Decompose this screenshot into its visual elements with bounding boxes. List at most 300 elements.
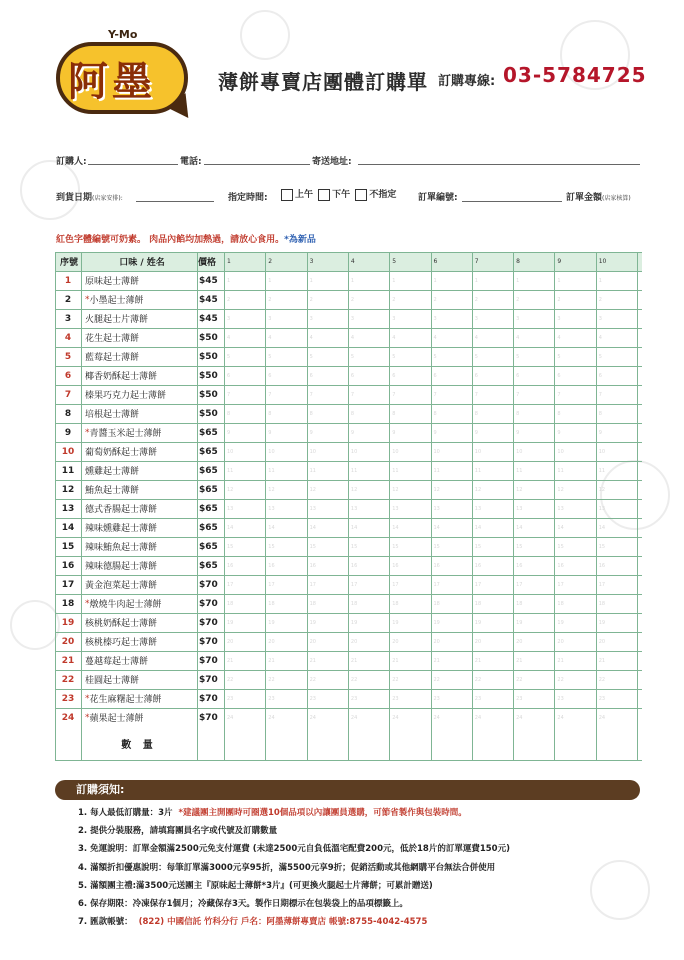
quantity-cell[interactable]: 18 bbox=[392, 600, 399, 607]
quantity-cell[interactable]: 11 bbox=[433, 467, 440, 474]
quantity-cell[interactable]: 15 bbox=[557, 543, 564, 550]
flavor-name-text: 培根起士薄餅 bbox=[85, 410, 140, 420]
quantity-cell[interactable]: 5 bbox=[392, 353, 396, 360]
quantity-cell[interactable]: 16 bbox=[474, 562, 482, 569]
quantity-cell[interactable]: 14 bbox=[309, 524, 316, 531]
quantity-cell[interactable]: 15 bbox=[392, 543, 399, 550]
quantity-cell[interactable]: 16 bbox=[309, 562, 316, 569]
quantity-cell[interactable]: 24 bbox=[557, 714, 564, 721]
quantity-cell[interactable]: 8 bbox=[557, 410, 561, 417]
quantity-cell[interactable]: 4 bbox=[227, 334, 231, 341]
quantity-cell[interactable]: 20 bbox=[557, 638, 564, 645]
quantity-cell[interactable]: 8 bbox=[516, 410, 520, 417]
quantity-cell[interactable]: 1 bbox=[598, 277, 602, 284]
quantity-cell[interactable]: 20 bbox=[227, 638, 234, 645]
quantity-cell[interactable]: 22 bbox=[350, 676, 358, 683]
quantity-cell[interactable]: 11 bbox=[227, 467, 234, 474]
quantity-cell[interactable]: 20 bbox=[516, 638, 523, 645]
quantity-cell[interactable]: 21 bbox=[516, 657, 523, 664]
quantity-cell[interactable]: 2 bbox=[598, 296, 602, 303]
row-number: 10 bbox=[61, 446, 75, 457]
quantity-cell[interactable]: 1 bbox=[557, 277, 561, 284]
quantity-cell[interactable]: 17 bbox=[309, 581, 316, 588]
quantity-cell[interactable]: 16 bbox=[227, 562, 234, 569]
quantity-cell[interactable]: 10 bbox=[227, 448, 234, 455]
quantity-cell[interactable]: 11 bbox=[350, 467, 358, 474]
flavor-name-text: 核桃榛巧起士薄餅 bbox=[85, 638, 158, 648]
quantity-cell[interactable]: 19 bbox=[516, 619, 523, 626]
quantity-cell[interactable]: 7 bbox=[227, 391, 231, 398]
flavor-name-text: 蘋果起士薄餅 bbox=[89, 714, 144, 724]
quantity-cell[interactable]: 21 bbox=[433, 657, 440, 664]
order-number-field[interactable] bbox=[462, 201, 562, 202]
table-grid-line bbox=[55, 404, 642, 405]
quantity-cell[interactable]: 12 bbox=[268, 486, 275, 493]
orderer-field[interactable] bbox=[88, 164, 178, 165]
quantity-cell[interactable]: 23 bbox=[433, 695, 440, 702]
quantity-cell[interactable]: 14 bbox=[268, 524, 275, 531]
quantity-cell[interactable]: 19 bbox=[598, 619, 606, 626]
quantity-cell[interactable]: 10 bbox=[309, 448, 316, 455]
quantity-cell[interactable]: 5 bbox=[557, 353, 561, 360]
flavor-name-text: 辣味德腸起士薄餅 bbox=[85, 562, 158, 572]
quantity-cell[interactable]: 21 bbox=[268, 657, 275, 664]
quantity-cell[interactable]: 13 bbox=[268, 505, 275, 512]
row-number: 18 bbox=[61, 598, 75, 609]
quantity-cell[interactable]: 20 bbox=[350, 638, 358, 645]
quantity-cell[interactable]: 1 bbox=[350, 277, 355, 284]
quantity-cell[interactable]: 22 bbox=[392, 676, 399, 683]
quantity-cell[interactable]: 6 bbox=[433, 372, 437, 379]
quantity-cell[interactable]: 22 bbox=[227, 676, 234, 683]
quantity-cell[interactable]: 10 bbox=[350, 448, 358, 455]
flavor-name-text: 藍莓起士薄餅 bbox=[85, 353, 140, 363]
quantity-cell[interactable]: 10 bbox=[516, 448, 523, 455]
quantity-cell[interactable]: 17 bbox=[516, 581, 523, 588]
quantity-cell[interactable]: 17 bbox=[474, 581, 482, 588]
flavor-name-text: 桂圓起士薄餅 bbox=[85, 676, 140, 686]
table-header-column-2: 2 bbox=[268, 258, 273, 265]
quantity-cell[interactable]: 1 bbox=[433, 277, 437, 284]
quantity-cell[interactable]: 8 bbox=[309, 410, 313, 417]
quantity-cell[interactable]: 22 bbox=[474, 676, 482, 683]
row-number: 5 bbox=[64, 351, 72, 362]
quantity-cell[interactable]: 16 bbox=[557, 562, 564, 569]
quantity-cell[interactable]: 21 bbox=[350, 657, 358, 664]
quantity-cell[interactable]: 12 bbox=[474, 486, 482, 493]
quantity-cell[interactable]: 21 bbox=[557, 657, 564, 664]
quantity-cell[interactable]: 13 bbox=[474, 505, 482, 512]
quantity-cell[interactable]: 19 bbox=[350, 619, 358, 626]
quantity-cell[interactable]: 1 bbox=[268, 277, 272, 284]
quantity-cell[interactable]: 9 bbox=[268, 429, 272, 436]
flavor-name-text: 火腿起士片薄餅 bbox=[85, 315, 149, 325]
quantity-cell[interactable]: 17 bbox=[268, 581, 275, 588]
quantity-cell[interactable]: 23 bbox=[350, 695, 358, 702]
flavor-name-text: 小墨起士薄餅 bbox=[89, 296, 144, 306]
quantity-cell[interactable]: 18 bbox=[268, 600, 275, 607]
quantity-cell[interactable]: 1 bbox=[474, 277, 478, 284]
quantity-cell[interactable]: 6 bbox=[474, 372, 478, 379]
table-header-column-8: 8 bbox=[516, 258, 520, 265]
quantity-cell[interactable]: 3 bbox=[598, 315, 602, 322]
am-checkbox[interactable] bbox=[281, 189, 293, 201]
quantity-cell[interactable]: 7 bbox=[474, 391, 478, 398]
quantity-cell[interactable]: 15 bbox=[350, 543, 358, 550]
quantity-cell[interactable]: 15 bbox=[598, 543, 606, 550]
quantity-cell[interactable]: 3 bbox=[309, 315, 313, 322]
quantity-cell[interactable]: 18 bbox=[474, 600, 482, 607]
quantity-cell[interactable]: 14 bbox=[350, 524, 358, 531]
quantity-cell[interactable]: 13 bbox=[227, 505, 234, 512]
pm-checkbox[interactable] bbox=[318, 189, 330, 201]
notes-item bbox=[78, 806, 467, 818]
quantity-cell[interactable]: 6 bbox=[227, 372, 231, 379]
notes-item-text: 4. 滿額折扣優惠說明：每筆訂單滿3000元享95折，滿5500元享9折；促銷活動或其他網購平台無法合併使用 bbox=[78, 862, 496, 873]
quantity-cell[interactable]: 6 bbox=[557, 372, 561, 379]
quantity-cell[interactable]: 9 bbox=[309, 429, 313, 436]
quantity-cell[interactable]: 24 bbox=[268, 714, 275, 721]
row-number: 4 bbox=[64, 332, 72, 343]
quantity-cell[interactable]: 4 bbox=[557, 334, 561, 341]
quantity-cell[interactable]: 20 bbox=[309, 638, 316, 645]
quantity-cell[interactable]: 17 bbox=[392, 581, 399, 588]
quantity-cell[interactable]: 2 bbox=[474, 296, 478, 303]
quantity-cell[interactable]: 17 bbox=[350, 581, 358, 588]
quantity-cell[interactable]: 18 bbox=[433, 600, 440, 607]
quantity-cell[interactable]: 12 bbox=[598, 486, 606, 493]
row-price: $65 bbox=[199, 560, 218, 571]
quantity-cell[interactable]: 10 bbox=[392, 448, 399, 455]
quantity-cell[interactable]: 3 bbox=[392, 315, 396, 322]
quantity-cell[interactable]: 19 bbox=[309, 619, 316, 626]
quantity-cell[interactable]: 17 bbox=[598, 581, 606, 588]
quantity-cell[interactable]: 2 bbox=[268, 296, 272, 303]
quantity-cell[interactable]: 11 bbox=[268, 467, 275, 474]
quantity-cell[interactable]: 6 bbox=[392, 372, 396, 379]
quantity-cell[interactable]: 21 bbox=[227, 657, 234, 664]
quantity-cell[interactable]: 5 bbox=[227, 353, 231, 360]
flavor-name-text: 黃金泡菜起士薄餅 bbox=[85, 581, 158, 591]
quantity-cell[interactable]: 23 bbox=[227, 695, 234, 702]
quantity-cell[interactable]: 6 bbox=[268, 372, 272, 379]
quantity-cell[interactable]: 5 bbox=[598, 353, 602, 360]
quantity-cell[interactable]: 8 bbox=[227, 410, 231, 417]
quantity-cell[interactable]: 7 bbox=[598, 391, 602, 398]
quantity-cell[interactable]: 9 bbox=[474, 429, 478, 436]
quantity-cell[interactable]: 18 bbox=[227, 600, 234, 607]
quantity-cell[interactable]: 14 bbox=[516, 524, 523, 531]
quantity-cell[interactable]: 21 bbox=[309, 657, 316, 664]
quantity-cell[interactable]: 23 bbox=[268, 695, 275, 702]
row-price: $70 bbox=[199, 579, 218, 590]
quantity-cell[interactable]: 24 bbox=[350, 714, 358, 721]
quantity-cell[interactable]: 12 bbox=[309, 486, 316, 493]
quantity-cell[interactable]: 14 bbox=[598, 524, 606, 531]
quantity-cell[interactable]: 23 bbox=[474, 695, 482, 702]
logo-main-text: 阿墨 bbox=[68, 59, 156, 105]
quantity-cell[interactable]: 3 bbox=[433, 315, 437, 322]
quantity-cell[interactable]: 7 bbox=[516, 391, 520, 398]
quantity-cell[interactable]: 20 bbox=[433, 638, 440, 645]
quantity-cell[interactable]: 6 bbox=[350, 372, 355, 379]
quantity-cell[interactable]: 7 bbox=[557, 391, 561, 398]
quantity-cell[interactable]: 13 bbox=[557, 505, 564, 512]
table-header-column-4: 4 bbox=[350, 258, 355, 265]
quantity-cell[interactable]: 2 bbox=[433, 296, 437, 303]
quantity-cell[interactable]: 7 bbox=[350, 391, 355, 398]
quantity-cell[interactable]: 13 bbox=[392, 505, 399, 512]
quantity-cell[interactable]: 12 bbox=[433, 486, 440, 493]
phone-label: 電話: bbox=[180, 157, 202, 167]
quantity-cell[interactable]: 8 bbox=[474, 410, 478, 417]
quantity-cell[interactable]: 7 bbox=[433, 391, 437, 398]
quantity-cell[interactable]: 10 bbox=[474, 448, 482, 455]
row-flavor-name bbox=[85, 423, 162, 442]
quantity-cell[interactable]: 12 bbox=[350, 486, 358, 493]
quantity-cell[interactable]: 17 bbox=[227, 581, 234, 588]
quantity-cell[interactable]: 14 bbox=[474, 524, 482, 531]
no-preference-checkbox[interactable] bbox=[355, 189, 367, 201]
quantity-cell[interactable]: 24 bbox=[598, 714, 606, 721]
quantity-cell[interactable]: 15 bbox=[227, 543, 234, 550]
flavor-name-text: 德式香腸起士薄餅 bbox=[85, 505, 158, 515]
table-grid-line bbox=[55, 271, 642, 272]
quantity-cell[interactable]: 8 bbox=[350, 410, 355, 417]
quantity-cell[interactable]: 12 bbox=[557, 486, 564, 493]
background-doodle bbox=[240, 10, 290, 60]
quantity-cell[interactable]: 22 bbox=[268, 676, 275, 683]
quantity-cell[interactable]: 13 bbox=[598, 505, 606, 512]
quantity-cell[interactable]: 3 bbox=[557, 315, 561, 322]
quantity-cell[interactable]: 14 bbox=[433, 524, 440, 531]
quantity-cell[interactable]: 4 bbox=[350, 334, 355, 341]
quantity-cell[interactable]: 10 bbox=[557, 448, 564, 455]
quantity-cell[interactable]: 19 bbox=[474, 619, 482, 626]
quantity-cell[interactable]: 22 bbox=[598, 676, 606, 683]
quantity-cell[interactable]: 11 bbox=[474, 467, 482, 474]
quantity-cell[interactable]: 19 bbox=[268, 619, 275, 626]
quantity-cell[interactable]: 14 bbox=[392, 524, 399, 531]
quantity-cell[interactable]: 9 bbox=[516, 429, 520, 436]
quantity-cell[interactable]: 6 bbox=[516, 372, 520, 379]
quantity-cell[interactable]: 18 bbox=[309, 600, 316, 607]
quantity-cell[interactable]: 4 bbox=[309, 334, 313, 341]
row-flavor-name bbox=[85, 537, 157, 556]
new-item-star: * bbox=[85, 294, 90, 305]
quantity-cell[interactable]: 3 bbox=[474, 315, 478, 322]
quantity-cell[interactable]: 13 bbox=[350, 505, 358, 512]
quantity-cell[interactable]: 11 bbox=[516, 467, 523, 474]
row-number: 23 bbox=[61, 693, 75, 704]
quantity-cell[interactable]: 18 bbox=[598, 600, 606, 607]
quantity-cell[interactable]: 3 bbox=[227, 315, 231, 322]
quantity-cell[interactable]: 20 bbox=[474, 638, 482, 645]
row-price: $70 bbox=[199, 617, 218, 628]
row-price: $45 bbox=[199, 313, 218, 324]
flavor-name-text: 榛果巧克力起士薄餅 bbox=[85, 391, 167, 401]
quantity-cell[interactable]: 16 bbox=[350, 562, 358, 569]
quantity-cell[interactable]: 23 bbox=[309, 695, 316, 702]
quantity-cell[interactable]: 10 bbox=[268, 448, 275, 455]
arrival-date-note: (店家安排): bbox=[92, 195, 123, 202]
arrival-date-field[interactable] bbox=[136, 201, 214, 202]
quantity-cell[interactable]: 6 bbox=[598, 372, 602, 379]
table-grid-line bbox=[55, 347, 642, 348]
quantity-cell[interactable]: 5 bbox=[474, 353, 478, 360]
quantity-cell[interactable]: 15 bbox=[268, 543, 275, 550]
quantity-cell[interactable]: 9 bbox=[227, 429, 231, 436]
quantity-cell[interactable]: 22 bbox=[433, 676, 440, 683]
quantity-cell[interactable]: 20 bbox=[392, 638, 399, 645]
quantity-cell[interactable]: 17 bbox=[433, 581, 440, 588]
notes-item-highlight: (822) 中國信託 竹科分行 戶名：阿墨薄餅專賣店 帳號:8755-4042-4575 bbox=[138, 917, 428, 928]
quantity-cell[interactable]: 13 bbox=[309, 505, 316, 512]
notes-item bbox=[78, 915, 427, 927]
new-item-star: * bbox=[85, 598, 90, 609]
quantity-cell[interactable]: 16 bbox=[268, 562, 275, 569]
quantity-cell[interactable]: 13 bbox=[433, 505, 440, 512]
quantity-cell[interactable]: 24 bbox=[392, 714, 399, 721]
quantity-cell[interactable]: 11 bbox=[392, 467, 399, 474]
quantity-cell[interactable]: 15 bbox=[433, 543, 440, 550]
table-header-column-9: 9 bbox=[557, 258, 562, 265]
quantity-cell[interactable]: 8 bbox=[392, 410, 396, 417]
quantity-cell[interactable]: 19 bbox=[433, 619, 440, 626]
note-new-text: *為新品 bbox=[284, 235, 316, 245]
quantity-cell[interactable]: 23 bbox=[516, 695, 523, 702]
quantity-cell[interactable]: 15 bbox=[516, 543, 523, 550]
quantity-cell[interactable]: 15 bbox=[474, 543, 482, 550]
quantity-cell[interactable]: 21 bbox=[474, 657, 482, 664]
quantity-cell[interactable]: 22 bbox=[309, 676, 316, 683]
row-price: $65 bbox=[199, 484, 218, 495]
table-header-column-5: 5 bbox=[392, 258, 397, 265]
quantity-cell[interactable]: 16 bbox=[516, 562, 523, 569]
row-price: $70 bbox=[199, 598, 218, 609]
quantity-cell[interactable]: 1 bbox=[309, 277, 313, 284]
quantity-cell[interactable]: 8 bbox=[433, 410, 437, 417]
quantity-cell[interactable]: 24 bbox=[227, 714, 234, 721]
quantity-cell[interactable]: 7 bbox=[392, 391, 396, 398]
quantity-cell[interactable]: 1 bbox=[392, 277, 396, 284]
quantity-cell[interactable]: 24 bbox=[433, 714, 440, 721]
quantity-cell[interactable]: 11 bbox=[557, 467, 564, 474]
quantity-cell[interactable]: 23 bbox=[392, 695, 399, 702]
quantity-cell[interactable]: 2 bbox=[350, 296, 355, 303]
quantity-cell[interactable]: 5 bbox=[309, 353, 313, 360]
quantity-cell[interactable]: 4 bbox=[598, 334, 602, 341]
quantity-cell[interactable]: 9 bbox=[433, 429, 437, 436]
quantity-cell[interactable]: 21 bbox=[598, 657, 606, 664]
quantity-cell[interactable]: 11 bbox=[598, 467, 606, 474]
quantity-cell[interactable]: 18 bbox=[350, 600, 358, 607]
quantity-cell[interactable]: 16 bbox=[433, 562, 440, 569]
row-number: 15 bbox=[61, 541, 75, 552]
quantity-cell[interactable]: 10 bbox=[433, 448, 440, 455]
quantity-cell[interactable]: 10 bbox=[598, 448, 606, 455]
quantity-cell[interactable]: 19 bbox=[227, 619, 234, 626]
quantity-cell[interactable]: 18 bbox=[557, 600, 564, 607]
row-price: $50 bbox=[199, 370, 218, 381]
quantity-cell[interactable]: 14 bbox=[557, 524, 564, 531]
quantity-cell[interactable]: 8 bbox=[598, 410, 602, 417]
quantity-cell[interactable]: 7 bbox=[309, 391, 313, 398]
quantity-cell[interactable]: 12 bbox=[516, 486, 523, 493]
quantity-cell[interactable]: 7 bbox=[268, 391, 272, 398]
quantity-cell[interactable]: 19 bbox=[392, 619, 399, 626]
quantity-cell[interactable]: 16 bbox=[598, 562, 606, 569]
row-price: $65 bbox=[199, 522, 218, 533]
quantity-cell[interactable]: 22 bbox=[557, 676, 564, 683]
quantity-cell[interactable]: 24 bbox=[309, 714, 316, 721]
notes-item-text: 2. 提供分裝服務，請填寫團員名字或代號及訂購數量 bbox=[78, 826, 278, 837]
quantity-cell[interactable]: 17 bbox=[557, 581, 564, 588]
quantity-cell[interactable]: 24 bbox=[474, 714, 482, 721]
quantity-cell[interactable]: 2 bbox=[309, 296, 313, 303]
quantity-cell[interactable]: 5 bbox=[268, 353, 272, 360]
quantity-cell[interactable]: 22 bbox=[516, 676, 523, 683]
quantity-cell[interactable]: 11 bbox=[309, 467, 316, 474]
quantity-cell[interactable]: 4 bbox=[516, 334, 520, 341]
quantity-cell[interactable]: 4 bbox=[392, 334, 396, 341]
quantity-cell[interactable]: 5 bbox=[350, 353, 355, 360]
quantity-cell[interactable]: 21 bbox=[392, 657, 399, 664]
row-price: $65 bbox=[199, 541, 218, 552]
row-number: 24 bbox=[61, 712, 75, 723]
quantity-cell[interactable]: 24 bbox=[516, 714, 523, 721]
quantity-cell[interactable]: 4 bbox=[474, 334, 478, 341]
quantity-cell[interactable]: 2 bbox=[516, 296, 520, 303]
note-red-text: 紅色字體編號可奶素。 肉品內餡均加熱過，請放心食用。 bbox=[56, 235, 285, 245]
quantity-cell[interactable]: 9 bbox=[557, 429, 561, 436]
quantity-cell[interactable]: 9 bbox=[598, 429, 602, 436]
quantity-cell[interactable]: 4 bbox=[433, 334, 437, 341]
quantity-cell[interactable]: 5 bbox=[516, 353, 520, 360]
quantity-cell[interactable]: 20 bbox=[268, 638, 275, 645]
quantity-cell[interactable]: 1 bbox=[227, 277, 231, 284]
quantity-cell[interactable]: 9 bbox=[392, 429, 396, 436]
quantity-cell[interactable]: 12 bbox=[392, 486, 399, 493]
quantity-cell[interactable]: 20 bbox=[598, 638, 606, 645]
quantity-cell[interactable]: 3 bbox=[268, 315, 272, 322]
quantity-cell[interactable]: 15 bbox=[309, 543, 316, 550]
quantity-cell[interactable]: 1 bbox=[516, 277, 520, 284]
quantity-cell[interactable]: 5 bbox=[433, 353, 437, 360]
table-header-price: 價格 bbox=[198, 258, 217, 268]
quantity-cell[interactable]: 23 bbox=[557, 695, 564, 702]
quantity-cell[interactable]: 14 bbox=[227, 524, 234, 531]
quantity-cell[interactable]: 4 bbox=[268, 334, 272, 341]
quantity-cell[interactable]: 6 bbox=[309, 372, 313, 379]
address-field[interactable] bbox=[358, 164, 640, 165]
quantity-cell[interactable]: 2 bbox=[392, 296, 396, 303]
quantity-cell[interactable]: 12 bbox=[227, 486, 234, 493]
quantity-cell[interactable]: 18 bbox=[516, 600, 523, 607]
quantity-cell[interactable]: 23 bbox=[598, 695, 606, 702]
quantity-cell[interactable]: 3 bbox=[516, 315, 520, 322]
quantity-cell[interactable]: 16 bbox=[392, 562, 399, 569]
row-flavor-name bbox=[85, 385, 166, 404]
phone-field[interactable] bbox=[204, 164, 310, 165]
quantity-cell[interactable]: 2 bbox=[227, 296, 231, 303]
quantity-cell[interactable]: 2 bbox=[557, 296, 561, 303]
quantity-cell[interactable]: 19 bbox=[557, 619, 564, 626]
quantity-cell[interactable]: 8 bbox=[268, 410, 272, 417]
quantity-cell[interactable]: 9 bbox=[350, 429, 355, 436]
quantity-cell[interactable]: 3 bbox=[350, 315, 355, 322]
quantity-cell[interactable]: 13 bbox=[516, 505, 523, 512]
